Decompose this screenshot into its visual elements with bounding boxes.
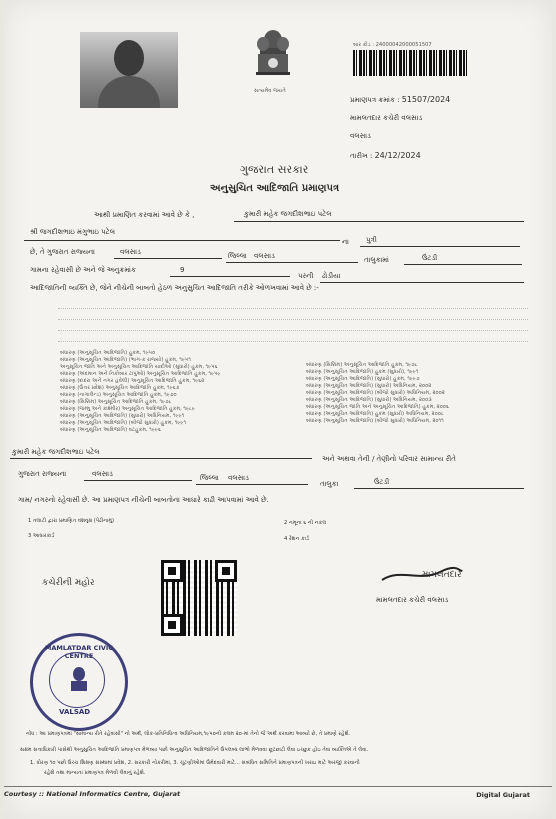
applicant-name: કુમારી મહેક જગદીશભાઇ પટેલ <box>244 210 332 218</box>
cert-no-label: પ્રમાણપત્ર ક્રમાંક : <box>350 96 400 104</box>
district-label: જિલ્લા <box>228 252 247 260</box>
seal-bottom-text: VALSAD <box>59 708 91 716</box>
taluka2: ઉંટડી <box>374 478 390 486</box>
district2-label: જિલ્લા <box>200 474 219 482</box>
tribe-line: આદિજાતિની વ્યક્તિ છે, જેને નીચેની બાબતો હેઠળ અનુસુચિત આદિજાતિ તરીકે ઓળખવામાં આવે છે :- <box>30 284 319 292</box>
order-item: બંધારણ (સિક્કિમ) અનુસૂચિત આદિજાતિ હુકમ, ૧૯૭૮ <box>306 362 418 368</box>
entry-no: 9 <box>180 266 185 274</box>
resident-name: કુમારી મહેક જગદીશભાઇ પટેલ <box>12 448 100 456</box>
ashoka-emblem-icon <box>248 28 298 86</box>
caste-label: પરની <box>298 272 314 280</box>
resident-suffix: અને અથવા તેની / તેણીનો પરિવાર સામાન્ય રીતે <box>322 455 456 463</box>
order-item: બંધારણ (સિક્કિમ) અનુસૂચિત આદિજાતિ હુકમ, ૧૯૭૮ <box>60 399 172 405</box>
father-name: શ્રી જગદીશભાઇ મંગુભાઇ પટેલ <box>30 228 116 236</box>
signatory-title: મામલતદાર <box>422 570 462 580</box>
village-line: ગામ/ નગરનો રહેવાસી છે. આ પ્રમાણપત્ર નીચેની બાબતોના આધારે કાઢી આપવામાં આવે છે. <box>18 496 269 504</box>
seal-text: MAMLATDAR CIVIC CENTRE <box>44 644 114 660</box>
district-value: વલસાડ <box>254 252 275 260</box>
doc-item: 2 નમૂના ૬ ની નકલ <box>284 520 327 526</box>
doc-item: 4 રેશન કાર્ડ <box>284 536 309 542</box>
taluka2-label: તાલુકા <box>320 480 339 488</box>
order-item: બંધારણ (અનુસૂચિત આદિજાતિ) (સુધારો) અધિનિયમ, ૧૯૯૧ <box>60 413 185 419</box>
order-item: બંધારણ (અનુસૂચિત આદિજાતિ) હુકમ (સુધારો) અધિનિયમ, ૨૦૦૮ <box>306 411 444 417</box>
village-prefix: ગામના રહેવાસી છે અને જે અનુક્રમાંક <box>30 266 136 274</box>
order-item: બંધારણ (ઉત્તર પ્રદેશ) અનુસૂચિત આદિજાતિ હુકમ, ૧૯૬૭ <box>60 385 180 391</box>
footer-right: Digital Gujarat <box>476 791 530 799</box>
relation-label: ના <box>342 238 349 246</box>
barcode-label: બાર કોડ : 24000042000051507 <box>353 42 432 48</box>
date-label: તારીખ : <box>350 152 373 160</box>
state2-label: ગુજરાત રાજ્યના <box>18 470 67 478</box>
office-stamp-label: કચેરીની મહોર <box>42 578 95 588</box>
order-item: બંધારણ (અનુસૂચિત આદિજાતિ) (ભાગ-ક રાજ્યો) હુકમ, ૧૯૫૧ <box>60 357 191 363</box>
orders-list-left <box>60 350 300 434</box>
order-item: બંધારણ (અનુસૂચિત આદિજાતિ) (બીજો સુધારો) હુકમ, ૧૯૯૧ <box>60 420 187 426</box>
intro-text: આથી પ્રમાણિત કરવામાં આવે છે કે , <box>94 211 195 219</box>
footer-left: Courtesy :: National Informatics Centre, Gujarat <box>4 790 181 798</box>
order-item: બંધારણ (અનુસૂચિત આદિજાતિ) (સુધારો) હુકમ, ૧૯૯૭ <box>306 376 420 382</box>
office-place: વલસાડ <box>350 132 371 140</box>
certificate-page <box>4 0 552 819</box>
district2-value: વલસાડ <box>228 474 249 482</box>
footer <box>4 786 552 801</box>
note-4: રહેશે તથા માન્યતા પ્રમાણપત્ર મેળવી લેવાનું રહેશે. <box>44 770 146 776</box>
order-item: બંધારણ (અનુસૂચિત આદિજાતિ) (સુધારો) અધિનિયમ, ૨૦૦૨ <box>306 383 432 389</box>
order-item: અનુસૂચિત જાતિ અને અનુસૂચિત આદિજાતિ યાદીઓ (સુધારો) હુકમ, ૧૯૫૬ <box>60 364 218 370</box>
seal-emblem-icon <box>65 666 93 696</box>
state-label: છે, તે ગુજરાત રાજ્યના <box>30 248 95 256</box>
signatory-office: મામલતદાર કચેરી વલસાડ <box>376 596 449 604</box>
emblem-caption: સત્યમેવ જયતે <box>254 88 286 94</box>
order-item: બંધારણ (દાદરા અને નગર હવેલી) અનુસૂચિત આદિજાતિ હુકમ, ૧૯૬૨ <box>60 378 205 384</box>
cert-title: અનુસુચિત આદિજાતિ પ્રમાણપત્ર <box>210 183 340 194</box>
issue-date: 24/12/2024 <box>374 151 421 160</box>
order-item: બંધારણ (અનુસૂચિત આદિજાતિ) (બીજો સુધારો) અધિનિયમ, ૨૦૦૨ <box>306 390 445 396</box>
office-seal <box>30 633 128 731</box>
taluka-label: તાલુકામાં <box>364 256 389 264</box>
district2: વલસાડ <box>92 470 113 478</box>
note-3: 1. ધોરણ ૧૦ પછી ઉચ્ચ શિક્ષણ સંસ્થામાં પ્રવેશ, 2. સરકારી નોકરીમાં, 3. ચૂંટણીઓમાં ઉમેદવારી માટે... સંબંધિત સમિતિને પ્રમાણપત્રની ખરાઇ માટે અરજી કરવાની <box>30 760 360 766</box>
relation: પુત્રી <box>366 236 377 244</box>
order-item: બંધારણ (અનુસૂચિત આદિજાતિ) હુકમ (સુધારો), ૧૯૯૧ <box>306 369 419 375</box>
applicant-photo <box>80 32 178 108</box>
order-item: બંધારણ (જમ્મુ અને કાશ્મીર) અનુસૂચિત આદિજાતિ હુકમ, ૧૯૮૯ <box>60 406 195 412</box>
cert-no: 51507/2024 <box>401 95 451 104</box>
order-item: બંધારણ (નાગાલેન્ડ) અનુસૂચિત આદિજાતિ હુકમ, ૧૯૭૦ <box>60 392 177 398</box>
note-2: સક્ષમ સત્તાધિકારી પાસેથી અનુસુચિત આદિજાતિ પ્રમાણપત્ર મેળવ્યા પછી અનુસુચિત આદિજાતિને ઉપલબ્ધ લાભો મેળવવા છૂટછાટો લેવા ઇચ્છુક હોઇ તેવા વ્યક્તિએ તે લેવા. <box>20 747 369 753</box>
order-item: બંધારણ (અંદમાન અને નિકોબાર ટાપુઓ) અનુસૂચિત આદિજાતિ હુકમ, ૧૯૫૯ <box>60 371 221 377</box>
order-item: બંધારણ (અનુસૂચિત આદિજાતિ) (બીજો સુધારો) અધિનિયમ, ૨૦૧૧ <box>306 418 444 424</box>
note-1: નોંધ : આ પ્રમાણપત્રમાં "સામાન્ય રીતે રહેવાસી" નો અર્થ, લોક-પ્રતિનિધિત્વ અધિનિયમ,૧૯૫૦ની કલમ ૨૦-માં તેનો જે અર્થ કરવામાં આવ્યો છે, તે પ્રમાણે રહેશે. <box>26 731 351 737</box>
orders-list-right <box>306 362 526 425</box>
barcode <box>353 50 467 76</box>
district: વલસાડ <box>120 248 141 256</box>
order-item: બંધારણ (અનુસૂચિત આદિજાતિ) (સુધારો) અધિનિયમ, ૨૦૦૩ <box>306 397 432 403</box>
doc-item: 3 આધારકાર્ડ <box>28 533 55 539</box>
order-item: બંધારણ (અનુસૂચિત જાતિ અને અનુસૂચિત આદિજાતિ) હુકમ, ૨૦૦૬ <box>306 404 449 410</box>
caste: ઢોડીયા <box>322 272 341 280</box>
order-item: બંધારણ (અનુસૂચિત આદિજાતિ) હુકમ, ૧૯૫૦ <box>60 350 156 356</box>
doc-item: 1 તલાટી દ્વારા પ્રમાણિત વંશવૃક્ષ (પેઢીનામું) <box>28 518 115 524</box>
taluka: ઉંટડી <box>422 254 438 262</box>
gov-title: ગુજરાત સરકાર <box>240 163 309 176</box>
order-item: બંધારણ (અનુસૂચિત આદિજાતિ) વટહુકમ, ૧૯૯૬ <box>60 427 161 433</box>
orders-preamble <box>58 300 528 348</box>
office-name: મામલતદાર કચેરી વલસાડ <box>350 114 423 122</box>
qr-code <box>161 560 237 636</box>
